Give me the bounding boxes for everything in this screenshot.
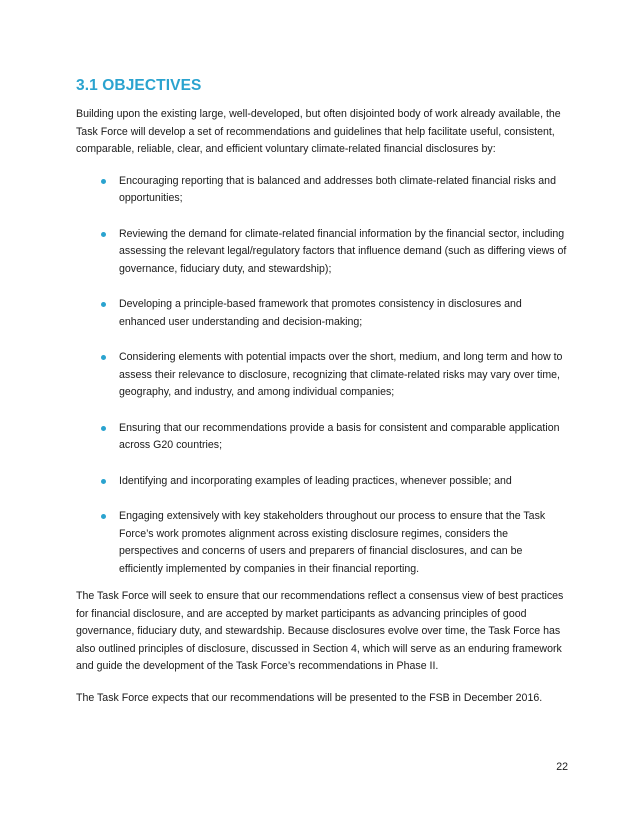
list-item bbox=[76, 508, 568, 578]
list-item bbox=[76, 473, 568, 491]
list-item-text: Encouraging reporting that is balanced and addresses both climate-related financial risks and opportunities; bbox=[119, 174, 556, 204]
bullet-dot-icon bbox=[101, 179, 106, 184]
list-item-text: Ensuring that our recommendations provide a basis for consistent and comparable application across G20 countries; bbox=[119, 421, 560, 451]
list-item-text: Reviewing the demand for climate-related financial information by the financial sector, including assessing the relevant legal/regulatory factors that influence demand (such as differing views of governance, fiduciary duty, and stewardship); bbox=[119, 227, 567, 275]
list-item bbox=[76, 420, 568, 455]
list-item bbox=[76, 296, 568, 331]
intro-paragraph: Building upon the existing large, well-developed, but often disjointed body of work already available, the Task Force will develop a set of recommendations and guidelines that help facilitate useful, consistent, comparable, reliable, clear, and efficient voluntary climate-related financial disclosures by: bbox=[76, 108, 561, 155]
bullet-dot-icon bbox=[101, 426, 106, 431]
objectives-list bbox=[76, 173, 568, 579]
page-content bbox=[76, 76, 568, 721]
list-item-text: Engaging extensively with key stakeholders throughout our process to ensure that the Task Force’s work promotes alignment across existing disclosure regimes, considers the perspectives and concerns of users and preparers of financial disclosures, and can be efficiently implemented by companies in their financial reporting. bbox=[119, 510, 546, 575]
bullet-dot-icon bbox=[101, 355, 106, 360]
body-paragraph: The Task Force will seek to ensure that our recommendations reflect a consensus view of best practices for financial disclosure, and are accepted by market participants as advancing principles of good governance, fiduciary duty, and stewardship. Because disclosures evolve over time, the Task Force has also outlined principles of disclosure, discussed in Section 4, which will serve as an enduring framework and guide the development of the Task Force’s recommendations in Phase II. bbox=[76, 590, 564, 672]
list-item-text: Considering elements with potential impacts over the short, medium, and long term and how to assess their relevance to disclosure, recognizing that climate-related risks may vary over time, geography, and industry, and among individual companies; bbox=[119, 351, 563, 398]
list-item bbox=[76, 173, 568, 208]
section-heading: 3.1 OBJECTIVES bbox=[76, 77, 202, 94]
bullet-dot-icon bbox=[101, 479, 106, 484]
list-item-text: Identifying and incorporating examples of leading practices, whenever possible; and bbox=[119, 474, 512, 487]
bullet-dot-icon bbox=[101, 302, 106, 307]
bullet-dot-icon bbox=[101, 232, 106, 237]
closing-paragraph: The Task Force expects that our recommendations will be presented to the FSB in December 2016. bbox=[76, 691, 543, 704]
page-number: 22 bbox=[556, 761, 568, 773]
bullet-dot-icon bbox=[101, 514, 106, 519]
list-item bbox=[76, 226, 568, 279]
list-item-text: Developing a principle-based framework that promotes consistency in disclosures and enhanced user understanding and decision-making; bbox=[119, 298, 522, 328]
list-item bbox=[76, 349, 568, 402]
